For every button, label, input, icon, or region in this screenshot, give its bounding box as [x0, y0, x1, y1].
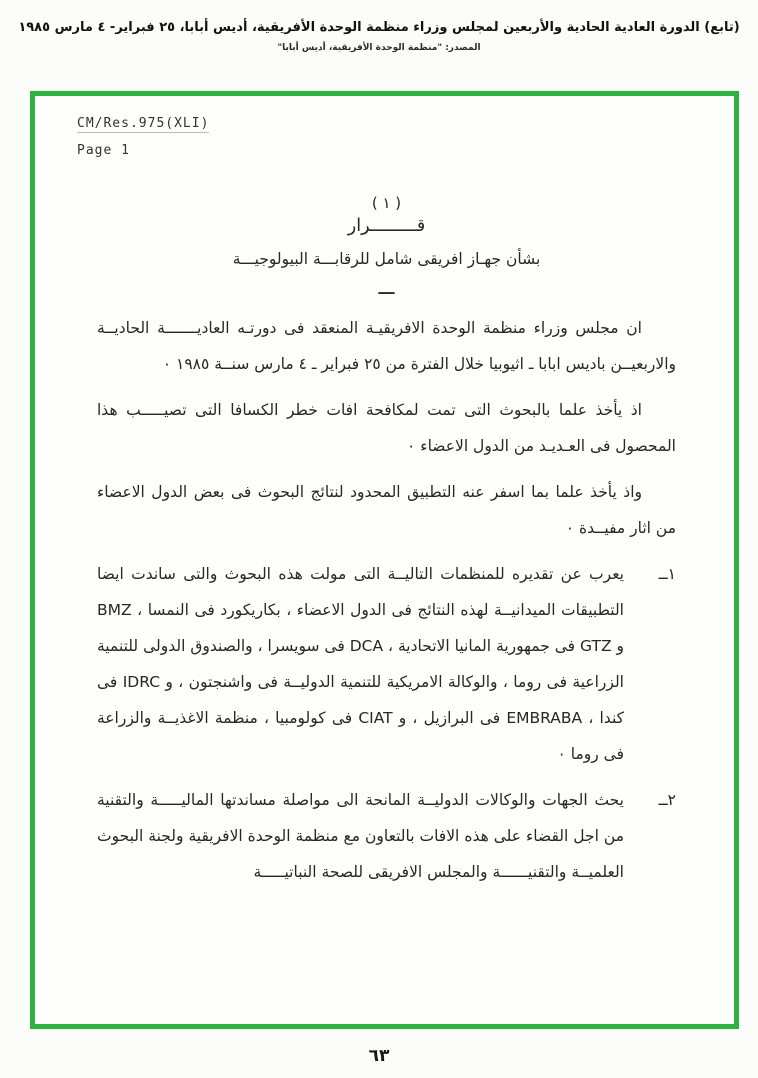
numbered-clause	[97, 782, 676, 890]
resolution-title: قـــــــــرار	[347, 216, 426, 236]
clause-number: ١ــ	[658, 565, 676, 583]
numbered-clause	[97, 556, 676, 772]
catalog-title-line: (تابع) الدورة العادية الحادية والأربعين لمجلس وزراء منظمة الوحدة الأفريقية، أديس أبابا، ٢٥ فبراير- ٤ مارس ١٩٨٥	[18, 20, 740, 35]
document-body	[97, 194, 676, 890]
clause-text: يحث الجهات والوكالات الدوليــة المانحة الى مواصلة مساندتها الماليـــــة والتقنية من اجل القضاء على هذه الافات بالتعاون مع منظمة الوحدة الافريقية ولجنة البحوث العلميــة والتقنيــــــة والمجلس الافريقى للصحة النباتيـــــة	[97, 791, 624, 881]
whereas-paragraph: اذ يأخذ علما بالبحوث التى تمت لمكافحة افات خطر الكسافا التى تصيـــــب هذا المحصول فى العـديـد من الدول الاعضاء ٠	[97, 401, 676, 455]
document-reference: CM/Res.975(XLI)	[77, 116, 210, 131]
preamble-paragraph: ان مجلس وزراء منظمة الوحدة الافريقيـة المنعقد فى دورتـه العاديـــــــة الحاديــة والاربعيــن باديس ابابا ـ اثيوبيا خلال الفترة من ٢٥ فبراير ـ ٤ مارس سنــة ١٩٨٥ ٠	[97, 319, 676, 373]
document-page-label: Page 1	[77, 143, 130, 158]
page-footer	[0, 1046, 758, 1066]
resolution-subtitle: بشأن جهـاز افريقى شامل للرقابـــة البيولوجيـــة	[232, 250, 541, 268]
catalog-source-line: المصدر: "منظمة الوحدة الأفريقية، أديس أبابا"	[277, 43, 481, 53]
whereas-paragraph: واذ يأخذ علما بما اسفر عنه التطبيق المحدود لنتائج البحوث فى بعض الدول الاعضاء من اثار مفيــدة ٠	[97, 483, 676, 537]
clause-number: ٢ــ	[658, 791, 676, 809]
separator-dash: ـــ	[378, 280, 395, 298]
resolution-item-marker: ( ١ )	[371, 194, 402, 212]
scanned-page-frame	[30, 91, 739, 1029]
clause-text: يعرب عن تقديره للمنظمات التاليــة التى مولت هذه البحوث والتى ساندت ايضا التطبيقات الميدانيــة لهذه النتائج فى الدول الاعضاء ، بكاريكورد فى النمسا ، BMZ و GTZ فى جمهورية المانيا الاتحادية ، DCA فى سويسرا ، والصندوق الدولى للتنمية الزراعية فى روما ، والوكالة الامريكية للتنمية الدوليــة فى واشنجتون ، و IDRC فى كندا ، EMBRABA فى البرازيل ، و CIAT فى كولومبيا ، منظمة الاغذيــة والزراعة فى روما ٠	[97, 565, 625, 763]
catalog-header	[6, 20, 752, 53]
page-number: ٦٣	[368, 1046, 390, 1066]
